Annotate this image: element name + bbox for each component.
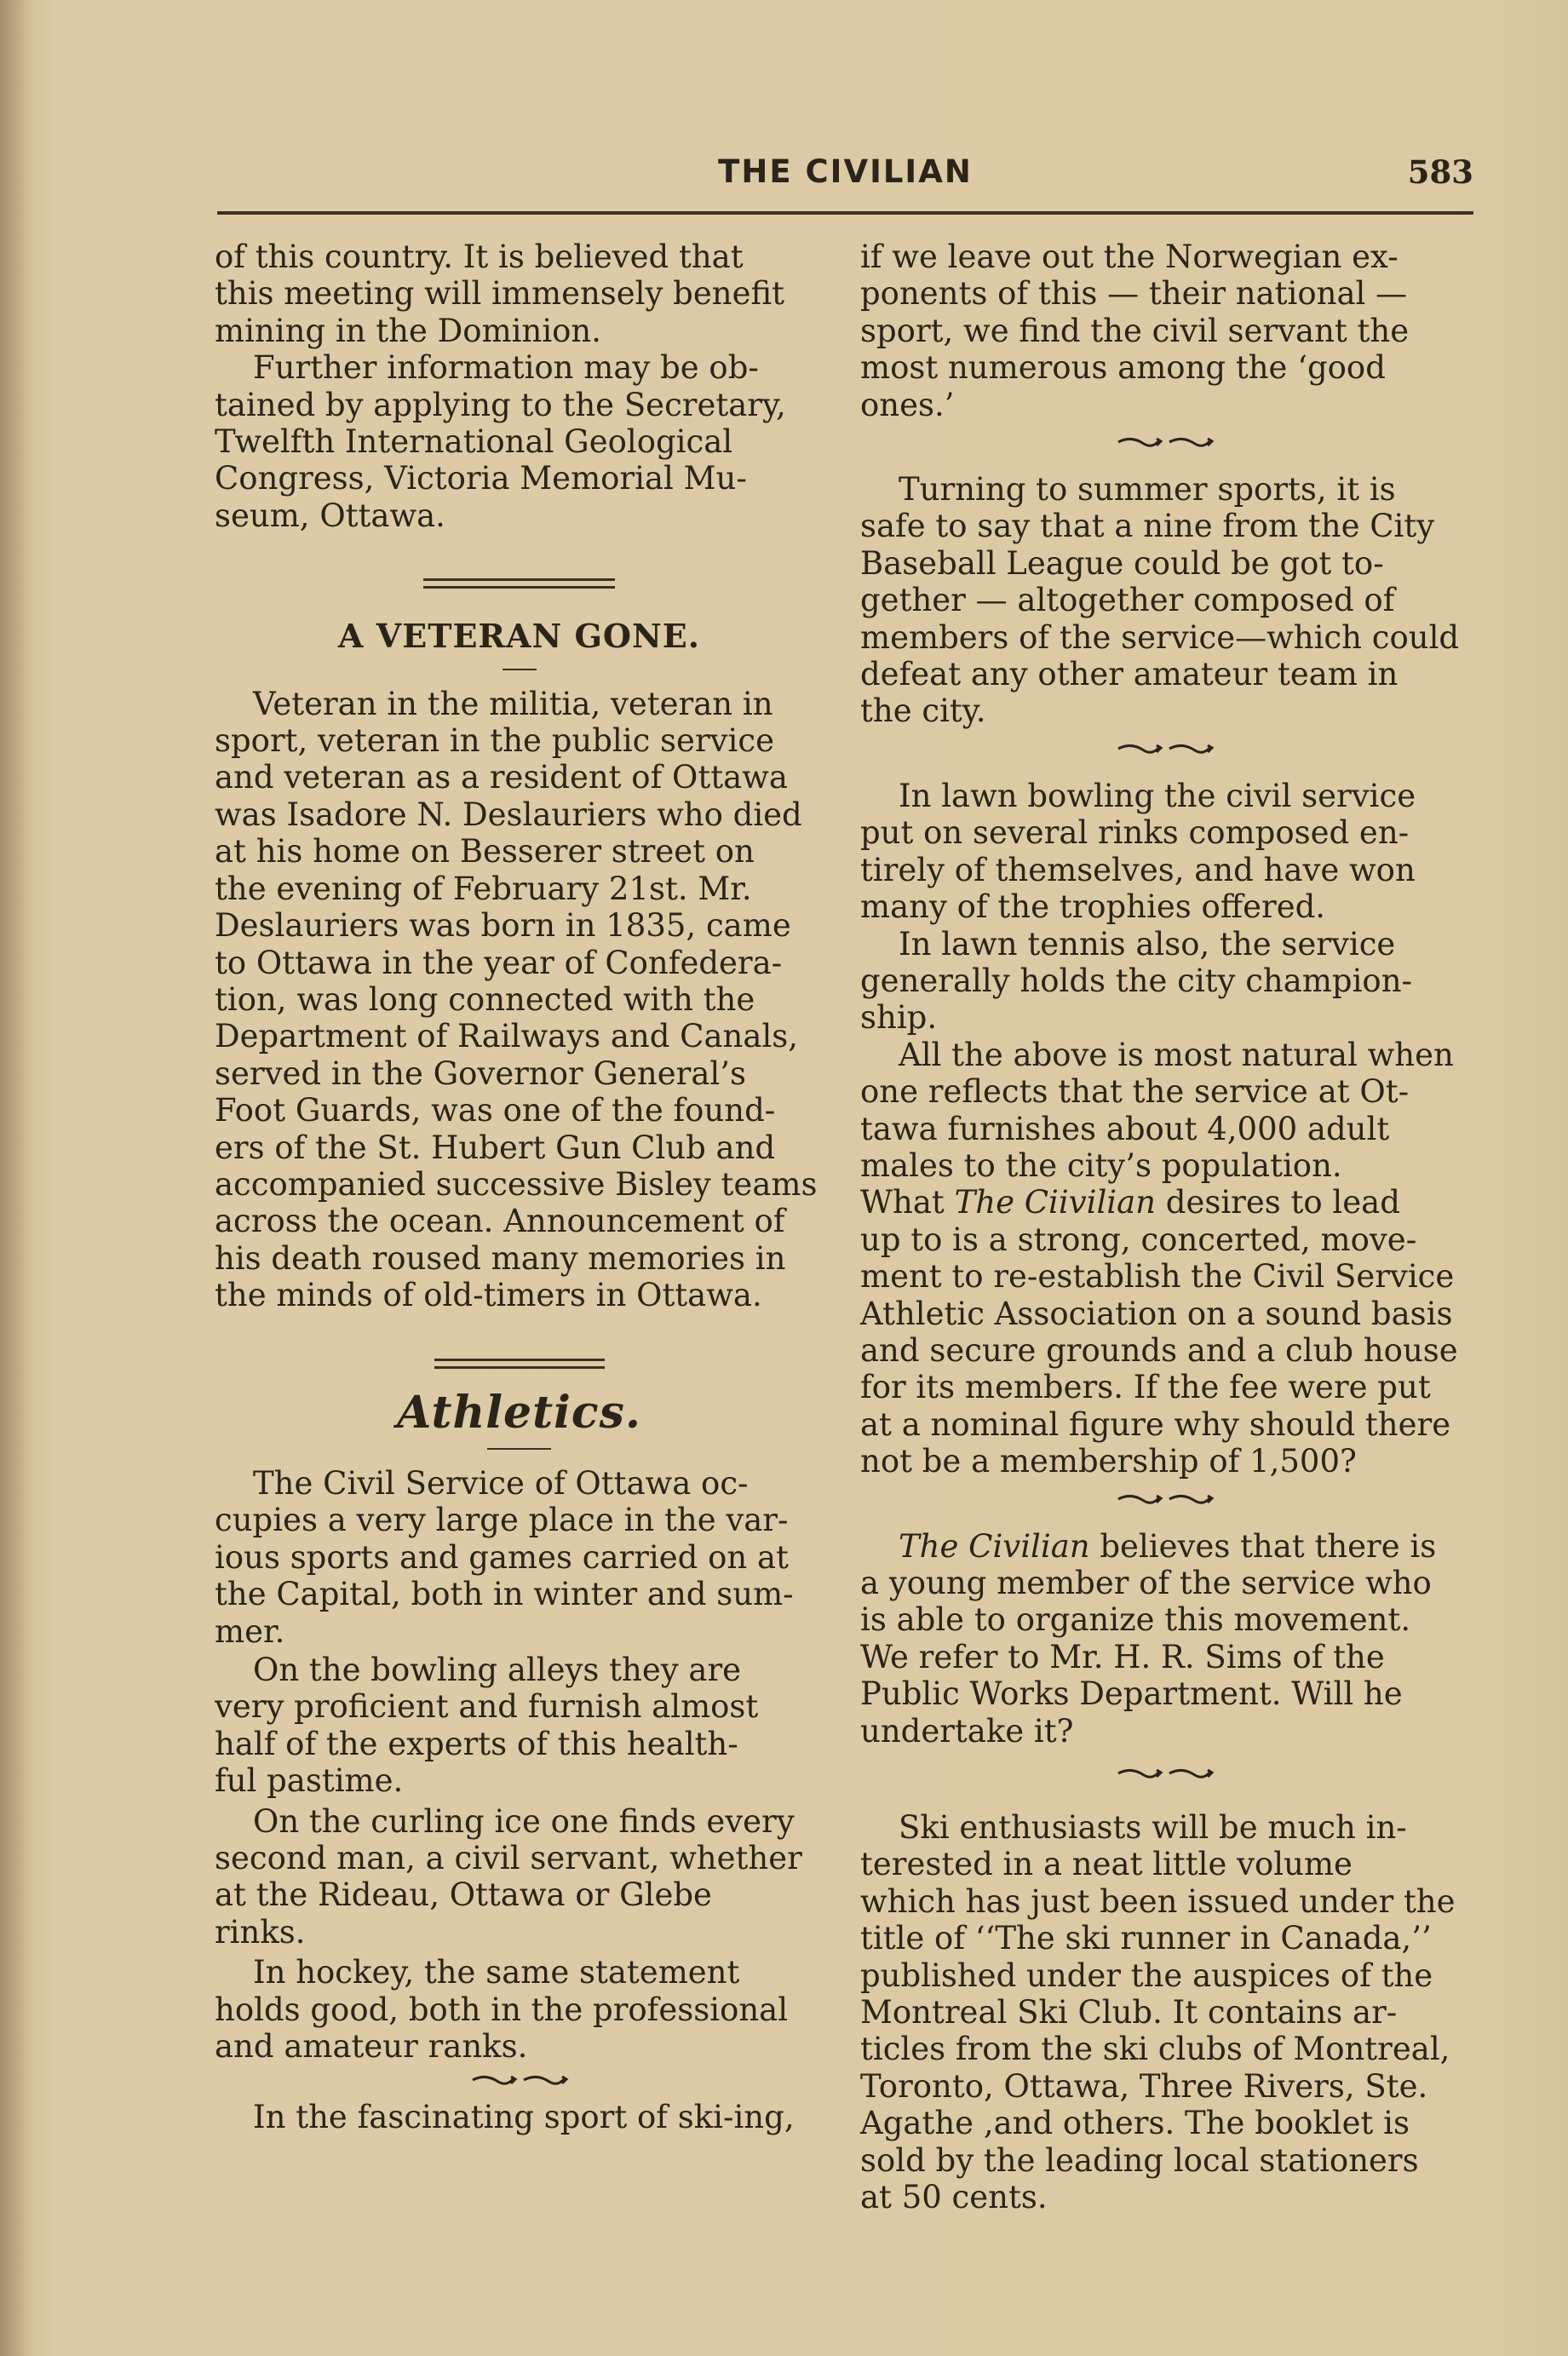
text-line: Foot Guards, was one of the found-: [215, 1092, 776, 1129]
text-line: very proficient and furnish almost: [215, 1688, 759, 1726]
text-line: gether — altogether composed of: [860, 582, 1395, 619]
text-line: rinks.: [215, 1913, 306, 1951]
text-line: tained by applying to the Secretary,: [215, 386, 786, 423]
text-line: Veteran in the militia, veteran in: [253, 685, 773, 722]
text-line: holds good, both in the professional: [215, 1991, 789, 2028]
text-line: tion, was long connected with the: [215, 980, 755, 1018]
text-line: safe to say that a nine from the City: [860, 508, 1435, 545]
text-line: one reflects that the service at Ot-: [860, 1073, 1410, 1111]
text-line: not be a membership of 1,500?: [860, 1443, 1357, 1480]
text-line: mer.: [215, 1612, 285, 1650]
text-line: Department of Railways and Canals,: [215, 1018, 799, 1055]
page-header: [217, 153, 1473, 204]
text-line: seum, Ottawa.: [215, 497, 445, 534]
binding-shadow: [0, 0, 34, 2356]
text-line: his death roused many memories in: [215, 1239, 786, 1277]
text-line: In hockey, the same statement: [253, 1954, 740, 1991]
right-column: [860, 238, 1469, 2216]
text-line: In the fascinating sport of ski-ing,: [253, 2099, 795, 2136]
text-line: mining in the Dominion.: [215, 312, 602, 349]
text-line: ious sports and games carried on at: [215, 1538, 789, 1576]
text-line: generally holds the city champion-: [860, 962, 1413, 999]
text-line: ment to re-establish the Civil Service: [860, 1258, 1455, 1296]
publication-name-italic: The Civilian: [899, 1527, 1090, 1565]
text-line: served in the Governor General’s: [215, 1054, 746, 1092]
text-line: terested in a neat little volume: [860, 1846, 1353, 1883]
text-line: In lawn bowling the civil service: [899, 777, 1416, 814]
publication-name-italic: The Ciivilian: [954, 1184, 1156, 1221]
text-line: Toronto, Ottawa, Three Rivers, Ste.: [860, 2067, 1428, 2105]
text-line: half of the experts of this health-: [215, 1725, 738, 1762]
text-line: and veteran as a resident of Ottawa: [215, 759, 788, 796]
text-line: at 50 cents.: [860, 2179, 1048, 2216]
text-line: title of ‘‘The ski runner in Canada,’’: [860, 1920, 1432, 1957]
text-line: ponents of this — their national —: [860, 275, 1408, 313]
paragraph-ski-booklet: [860, 1809, 1469, 2215]
ornament: [860, 730, 1469, 778]
text-line: at the Rideau, Ottawa or Glebe: [215, 1876, 712, 1914]
text-line: the city.: [860, 692, 986, 730]
text-line: On the bowling alleys they are: [253, 1652, 742, 1688]
paragraph-summer-sports: [860, 471, 1469, 730]
text-line: put on several rinks composed en-: [860, 814, 1410, 852]
text-line: Twelfth International Geological: [215, 423, 733, 461]
text-line: members of the service—which could: [860, 618, 1460, 656]
paragraph-veteran: [215, 686, 824, 1314]
ornament: [215, 2065, 824, 2099]
text-line: Further information may be ob-: [253, 349, 759, 387]
text-line: males to the city’s population.: [860, 1146, 1342, 1184]
paragraph-lawn-bowling: [860, 778, 1469, 926]
text-line: ful pastime.: [215, 1762, 404, 1800]
paragraph-further-info: [215, 349, 824, 534]
text-line: accompanied successive Bisley teams: [215, 1165, 818, 1203]
text-line: across the ocean. Announcement of: [215, 1203, 785, 1240]
paragraph-hockey: [215, 1954, 824, 2065]
ornament: [860, 423, 1469, 471]
paragraph-congress-end: [215, 238, 824, 349]
text-line: tawa furnishes about 4,000 adult: [860, 1110, 1390, 1147]
text-line: Baseball League could be got to-: [860, 544, 1384, 582]
left-column: [215, 238, 824, 2136]
text-line: defeat any other amateur team in: [860, 656, 1399, 693]
text-line: and amateur ranks.: [215, 2028, 528, 2066]
text-line: many of the trophies offered.: [860, 888, 1326, 926]
text-line: the minds of old-timers in Ottawa.: [215, 1277, 762, 1314]
publication-title: THE CIVILIAN: [718, 153, 973, 190]
text-line: for its members. If the fee were put: [860, 1369, 1431, 1406]
text-line: undertake it?: [860, 1712, 1074, 1750]
text-line: All the above is most natural when: [899, 1036, 1454, 1073]
text-line: tirely of themselves, and have won: [860, 851, 1416, 888]
text-line: believes that there is: [1089, 1527, 1437, 1565]
text-line: sport, veteran in the public service: [215, 722, 774, 760]
ornament-icon: [1110, 1484, 1221, 1518]
paragraph-skiing-start: [215, 2099, 824, 2135]
text-line: ers of the St. Hubert Gun Club and: [215, 1129, 776, 1166]
text-line: is able to organize this movement.: [860, 1601, 1411, 1639]
text-line: this meeting will immensely benefit: [215, 275, 785, 313]
text-line: Athletic Association on a sound basis: [860, 1295, 1453, 1332]
paragraph-membership: [860, 1037, 1469, 1480]
text-line: published under the auspices of the: [860, 1957, 1433, 1994]
text-line: cupies a very large place in the var-: [215, 1502, 789, 1539]
heading-athletics: Athletics.: [397, 1386, 641, 1439]
text-line: was Isadore N. Deslauriers who died: [215, 796, 802, 833]
ornament-icon: [1110, 1758, 1221, 1792]
text-line: ones.’: [860, 386, 955, 423]
text-line: the Capital, both in winter and sum-: [215, 1576, 794, 1613]
text-line: Turning to summer sports, it is: [899, 471, 1396, 509]
text-line: sport, we find the civil servant the: [860, 312, 1410, 349]
text-line: to Ottawa in the year of Confedera-: [215, 944, 783, 981]
text-line: and secure grounds and a club house: [860, 1331, 1458, 1369]
text-line: if we leave out the Norwegian ex-: [860, 238, 1399, 275]
ornament-icon: [1110, 427, 1221, 461]
paragraph-young-member: [860, 1528, 1469, 1750]
text-line: up to is a strong, concerted, move-: [860, 1221, 1417, 1258]
text-line: at his home on Besserer street on: [215, 833, 755, 871]
text-line: second man, a civil servant, whether: [215, 1840, 802, 1877]
paragraph-curling: [215, 1803, 824, 1951]
text-line: at a nominal figure why should there: [860, 1405, 1451, 1443]
heading-veteran-gone: A VETERAN GONE.: [338, 617, 700, 656]
text-line: a young member of the service who: [860, 1565, 1432, 1601]
text-line: The Civil Service of Ottawa oc-: [253, 1464, 749, 1502]
text-line: Agathe ,and others. The booklet is: [860, 2105, 1410, 2142]
text-line: We refer to Mr. H. R. Sims of the: [860, 1638, 1385, 1675]
text-line: Congress, Victoria Memorial Mu-: [215, 460, 747, 497]
text-line: ticles from the ski clubs of Montreal,: [860, 2031, 1450, 2068]
text-line: What: [860, 1184, 955, 1221]
text-line: of this country. It is believed that: [215, 238, 744, 275]
paragraph-norwegian: [860, 238, 1469, 423]
text-line: desires to lead: [1156, 1184, 1400, 1221]
ornament: [860, 1750, 1469, 1809]
text-line: Public Works Department. Will he: [860, 1675, 1403, 1713]
text-line: which has just been issued under the: [860, 1882, 1456, 1920]
section-divider: [423, 578, 615, 589]
ornament-icon: [464, 2065, 575, 2099]
paragraph-lawn-tennis: [860, 926, 1469, 1037]
page-number: 583: [1407, 153, 1473, 191]
text-line: In lawn tennis also, the service: [899, 925, 1396, 963]
text-line: Ski enthusiasts will be much in-: [899, 1809, 1407, 1847]
paragraph-athletics-intro: [215, 1465, 824, 1650]
text-line: Deslauriers was born in 1835, came: [215, 907, 791, 945]
text-line: the evening of February 21st. Mr.: [215, 870, 752, 907]
text-line: Montreal Ski Club. It contains ar-: [860, 1994, 1398, 2031]
text-line: most numerous among the ‘good: [860, 349, 1386, 387]
paragraph-bowling: [215, 1652, 824, 1800]
text-line: On the curling ice one finds every: [253, 1802, 795, 1840]
ornament: [860, 1480, 1469, 1528]
header-rule: [217, 211, 1473, 215]
text-line: sold by the leading local stationers: [860, 2141, 1419, 2179]
text-line: ship.: [860, 999, 938, 1037]
section-divider: [434, 1359, 605, 1369]
ornament-icon: [1110, 733, 1221, 767]
